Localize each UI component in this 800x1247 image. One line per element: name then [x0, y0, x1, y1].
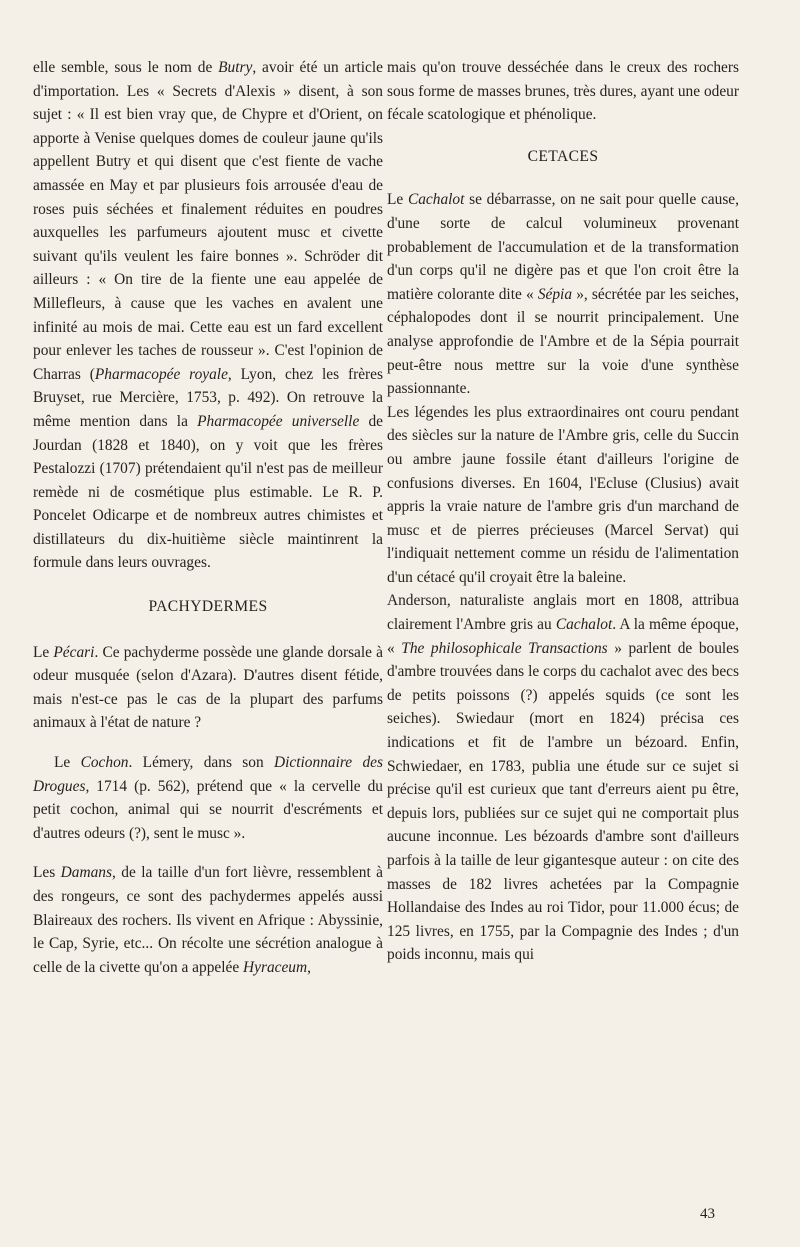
left-column — [33, 56, 383, 979]
right-column — [387, 56, 739, 967]
paragraph: Les légendes les plus extraordinaires ont couru pendant des siècles sur la nature de l'Ambre gris, celle du Succin ou ambre jaune fossile étant d'ailleurs l'origine de confusions diverses. En 1604, l'Ecluse (Clusius) avait appris la vraie nature de l'ambre gris d'un marchand de musc et de pierres précieuses (Marcel Servat) qui l'indiquait nettement comme un résidu de l'alimentation d'un cétacé qu'il croyait être la baleine. — [387, 403, 739, 586]
paragraph: Le Pécari. Ce pachyderme possède une glande dorsale à odeur musquée (selon d'Azara). D'autres disent fétide, mais n'est-ce pas le cas de la plupart des parfums animaux à l'état de nature ? — [33, 643, 383, 732]
paragraph: mais qu'on trouve desséchée dans le creux des rochers sous forme de masses brunes, très dures, ayant une odeur fécale scatologique et phénolique. — [387, 59, 739, 124]
page-number: 43 — [700, 1206, 715, 1222]
paragraph: Le Cochon. Lémery, dans son Dictionnaire des Drogues, 1714 (p. 562), prétend que « la cervelle du petit cochon, animal qui se nourrit d'escréments et d'autres odeurs (?), sent le musc ». — [33, 754, 383, 842]
paragraph: Anderson, naturaliste anglais mort en 1808, attribua clairement l'Ambre gris au Cachalot. A la même époque, « The philosophicale Transactions » parlent de boules d'ambre trouvées dans le corps du cachalot avec des becs de petits poissons (?) appelés squids (ce sont les seiches). Swiedaur (mort en 1824) précisa ces indications et fit de l'ambre un bézoard. Enfin, Schwiedaer, en 1783, publia une étude sur ce sujet si précise qu'il est curieux que tant d'erreurs aient pu être, depuis lors, publiées sur ce sujet qui ne comportait plus aucune inconnue. Les bézoards d'ambre sont d'ailleurs parfois à la taille de leur gigantesque auteur : on cite des masses de 182 livres achetées par la Compagnie Hollandaise des Indes au roi Tidor, pour 11.000 écus; de 125 livres, en 1755, par la Compagnie des Indes ; d'un poids inconnu, mais qui — [387, 592, 740, 964]
section-heading-pachydermes: PACHYDERMES — [148, 598, 268, 616]
paragraph: Les Damans, de la taille d'un fort lièvre, ressemblent à des rongeurs, ce sont des pachydermes appelés aussi Blaireaux des rochers. Ils vivent en Afrique : Abyssinie, le Cap, Syrie, etc... On récolte une sécrétion analogue à celle de la civette qu'on a appelée Hyraceum, — [33, 864, 383, 976]
paragraph: Le Cachalot se débarrasse, on ne sait pour quelle cause, d'une sorte de calcul volumineux provenant probablement de l'accumulation et de la transformation d'un corps qu'il ne digère pas et que l'on croit être la matière colorante dite « Sépia », sécrétée par les seiches, céphalopodes dont il se nourrit principalement. Une analyse approfondie de l'Ambre et de la Sépia pourrait peut-être nous mettre sur la voie d'une synthèse passionnante. — [387, 191, 739, 398]
paragraph: elle semble, sous le nom de Butry, avoir été un article d'importation. Les « Secrets d'Alexis » disent, à son sujet : « Il est bien vray que, de Chypre et d'Orient, on apporte à Venise quelques domes de couleur jaune qu'ils appellent Butry et qui disent que c'est fiente de vache amassée en May et par plusieurs fois arrousée d'eau de roses puis séchées et finalement réduites en poudres auxquelles les parfumeurs ajoutent musc et civette suivant qu'ils veulent les faire bonnes ». Schröder dit ailleurs : « On tire de la fiente une eau appelée de Millefleurs, à cause que les vaches en avalent une infinité au mois de mai. Cette eau est un fard excellent pour enlever les taches de rousseur ». C'est l'opinion de Charras (Pharmacopée royale, Lyon, chez les frères Bruyset, rue Mercière, 1753, p. 492). On retrouve la même mention dans la Pharmacopée universelle de Jourdan (1828 et 1840), on y voit que les frères Pestalozzi (1707) prétendaient qu'il n'est pas de meilleur remède ni de cosmétique plus estimable. Le R. P. Poncelet Odicarpe et de nombreux autres chimistes et distillateurs du dix-huitième siècle maintinrent la formule dans leurs ouvrages. — [33, 59, 383, 572]
section-heading-cetaces: CETACES — [527, 147, 599, 165]
